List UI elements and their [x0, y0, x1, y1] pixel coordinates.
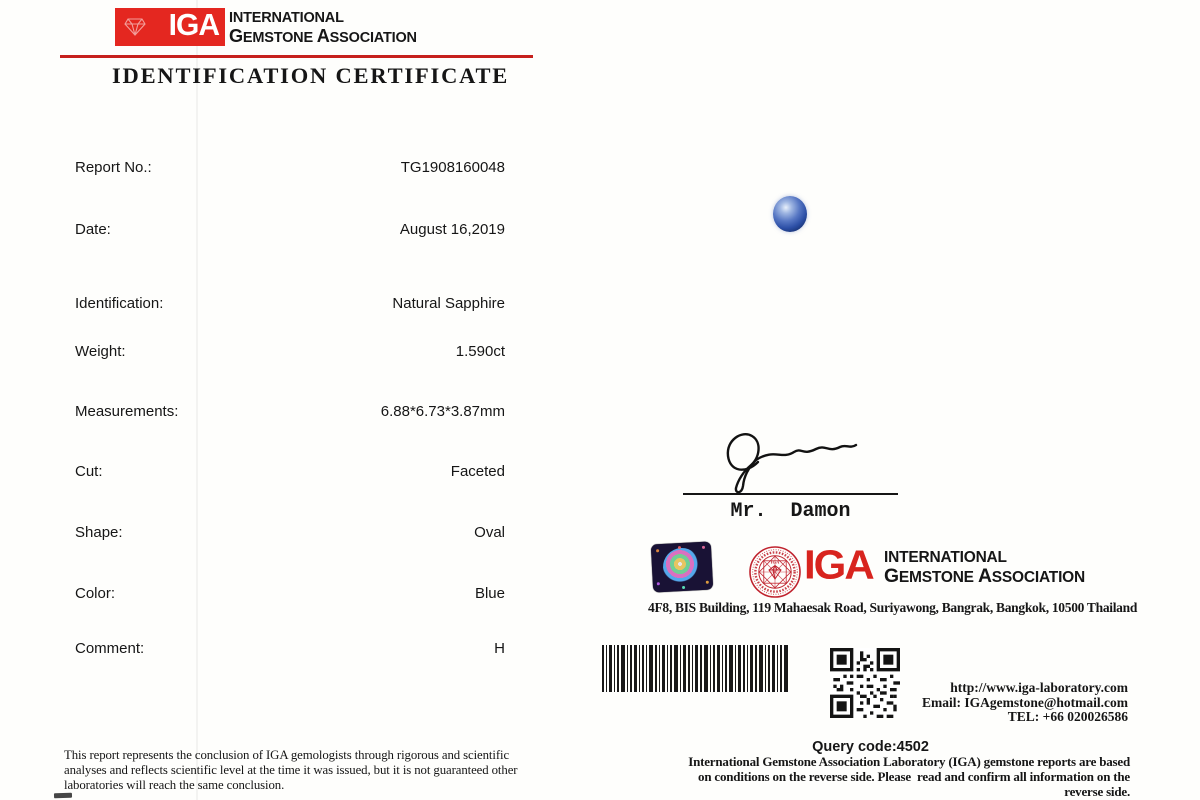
field-row-date	[75, 221, 505, 241]
org-line2-word2: ASSOCIATION	[977, 565, 1086, 587]
header-divider	[60, 55, 533, 58]
signatory-name: Mr. Damon	[730, 500, 851, 523]
query-code: Query code:4502	[812, 739, 929, 755]
field-row-cut	[75, 463, 505, 483]
field-value: Oval	[474, 524, 505, 541]
field-value: Faceted	[450, 463, 505, 480]
gemstone-photo	[773, 196, 807, 232]
lab-website: http://www.iga-laboratory.com	[950, 680, 1128, 695]
field-row-weight	[75, 343, 505, 363]
reverse-side-note: International Gemstone Association Laboratory (IGA) gemstone reports are based on conditions on the reverse side. Please read and confirm all information on the reverse side.	[688, 754, 1134, 799]
field-label: Cut:	[75, 463, 103, 480]
header-logo-box	[115, 8, 225, 46]
barcode	[602, 645, 790, 692]
field-value: 1.590ct	[455, 343, 505, 360]
field-label: Comment:	[75, 640, 145, 657]
lab-tel: TEL: +66 020026586	[1007, 709, 1128, 725]
signature-handwriting	[690, 428, 905, 496]
field-label: Color:	[75, 585, 116, 602]
field-row-identification	[75, 295, 505, 315]
footer-org-name	[884, 549, 1085, 587]
org-line2-word1: GEMSTONE	[229, 25, 313, 46]
iga-seal-icon	[748, 545, 802, 599]
svg-text:IGA: IGA	[770, 559, 780, 565]
header-org-name	[229, 10, 417, 47]
lab-address: 4F8, BIS Building, 119 Mahaesak Road, Suriyawong, Bangrak, Bangkok, 10500 Thailand	[648, 600, 1138, 615]
field-row-measurements	[75, 403, 505, 423]
field-label: Report No.:	[75, 159, 152, 176]
qr-code	[830, 648, 900, 718]
field-value: Natural Sapphire	[392, 295, 505, 312]
org-line2-word1: GEMSTONE	[884, 565, 974, 587]
header-logo-acronym: IGA	[168, 8, 219, 43]
field-label: Date:	[75, 221, 111, 238]
field-label: Weight:	[75, 343, 126, 360]
field-value: H	[494, 640, 505, 657]
report-disclaimer: This report represents the conclusion of IGA gemologists through rigorous and scientific analyses and reflects scientific level at the time it was issued, but it is not guaranteed other laboratories will reach the same conclusion.	[64, 748, 518, 793]
lab-contact-block	[922, 681, 1128, 725]
signature-line	[683, 493, 898, 495]
field-row-shape	[75, 524, 505, 544]
field-value: 6.88*6.73*3.87mm	[380, 403, 505, 420]
org-line1: INTERNATIONAL	[884, 549, 1007, 566]
hologram-sticker	[651, 541, 713, 592]
field-row-comment	[75, 640, 505, 660]
paper-crease	[196, 0, 198, 800]
field-label: Measurements:	[75, 403, 179, 420]
org-line2-word2: ASSOCIATION	[316, 25, 417, 46]
field-value: Blue	[474, 585, 505, 602]
org-line1: INTERNATIONAL	[229, 10, 344, 26]
field-row-color	[75, 585, 505, 605]
field-label: Shape:	[75, 524, 123, 541]
field-label: Identification:	[75, 295, 164, 312]
certificate-title: IDENTIFICATION CERTIFICATE	[112, 63, 510, 88]
field-value: TG1908160048	[400, 159, 505, 176]
diamond-icon	[124, 18, 146, 36]
field-value: August 16,2019	[399, 221, 505, 238]
lab-email: Email: IGAgemstone@hotmail.com	[921, 694, 1128, 710]
footer-logo-acronym: IGA	[804, 541, 873, 588]
field-row-report-no	[75, 159, 505, 179]
